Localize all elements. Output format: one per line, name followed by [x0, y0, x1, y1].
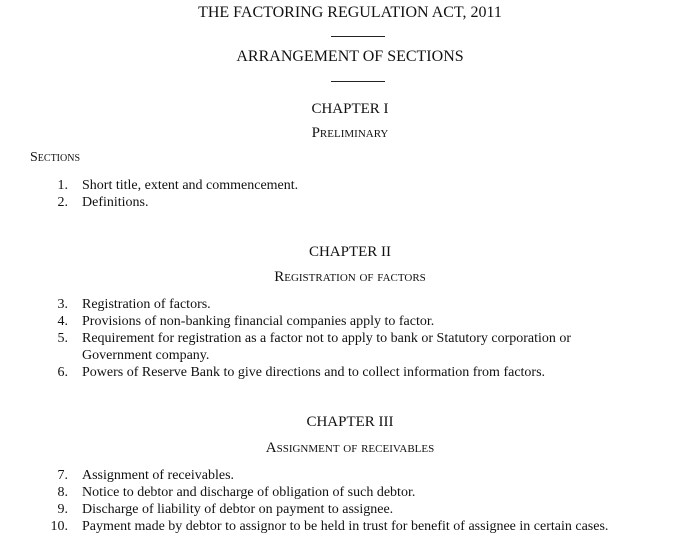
chapter-subheading: Assignment of receivables	[265, 440, 435, 456]
chapter-subheading: Preliminary	[311, 125, 389, 141]
section-title: Notice to debtor and discharge of obligation of such debtor.	[82, 485, 416, 500]
section-title: Payment made by debtor to assignor to be held in trust for benefit of assignee in certain cases.	[82, 519, 609, 534]
section-item	[0, 484, 642, 501]
chapter-subheading: Registration of factors	[274, 269, 426, 285]
section-title: Provisions of non-banking financial companies apply to factor.	[82, 314, 435, 329]
chapter-heading: CHAPTER II	[308, 244, 392, 260]
chapter-heading: CHAPTER III	[306, 414, 394, 430]
section-number: 2.	[57, 195, 68, 210]
section-title: Powers of Reserve Bank to give directions and to collect information from factors.	[82, 365, 546, 380]
section-item	[0, 501, 642, 518]
section-item	[0, 296, 642, 313]
title-divider	[331, 36, 385, 37]
section-item	[0, 467, 642, 484]
section-item	[0, 330, 642, 364]
section-number: 6.	[57, 365, 68, 380]
section-number: 1.	[57, 178, 68, 193]
section-number: 5.	[57, 331, 68, 346]
section-title: Registration of factors.	[82, 297, 211, 312]
arrangement-heading: ARRANGEMENT OF SECTIONS	[236, 48, 464, 65]
section-number: 10.	[50, 519, 68, 534]
section-item	[0, 194, 642, 211]
sections-label: Sections	[30, 150, 81, 165]
section-number: 9.	[57, 502, 68, 517]
section-item	[0, 313, 642, 330]
section-number: 3.	[57, 297, 68, 312]
section-item	[0, 177, 642, 194]
section-item	[0, 364, 642, 381]
section-list	[0, 177, 642, 211]
section-title: Assignment of receivables.	[82, 468, 235, 483]
section-title: Short title, extent and commencement.	[82, 178, 299, 193]
section-title: Discharge of liability of debtor on payment to assignee.	[82, 502, 394, 517]
section-item	[0, 518, 642, 535]
section-number: 7.	[57, 468, 68, 483]
section-title: Requirement for registration as a factor not to apply to bank or Statutory corporation or Government company.	[82, 331, 572, 363]
section-list	[0, 467, 642, 535]
chapter-heading: CHAPTER I	[311, 101, 389, 117]
section-number: 4.	[57, 314, 68, 329]
act-title: THE FACTORING REGULATION ACT, 2011	[198, 4, 502, 21]
section-list	[0, 296, 642, 381]
section-title: Definitions.	[82, 195, 149, 210]
arrangement-divider	[331, 81, 385, 82]
section-number: 8.	[57, 485, 68, 500]
